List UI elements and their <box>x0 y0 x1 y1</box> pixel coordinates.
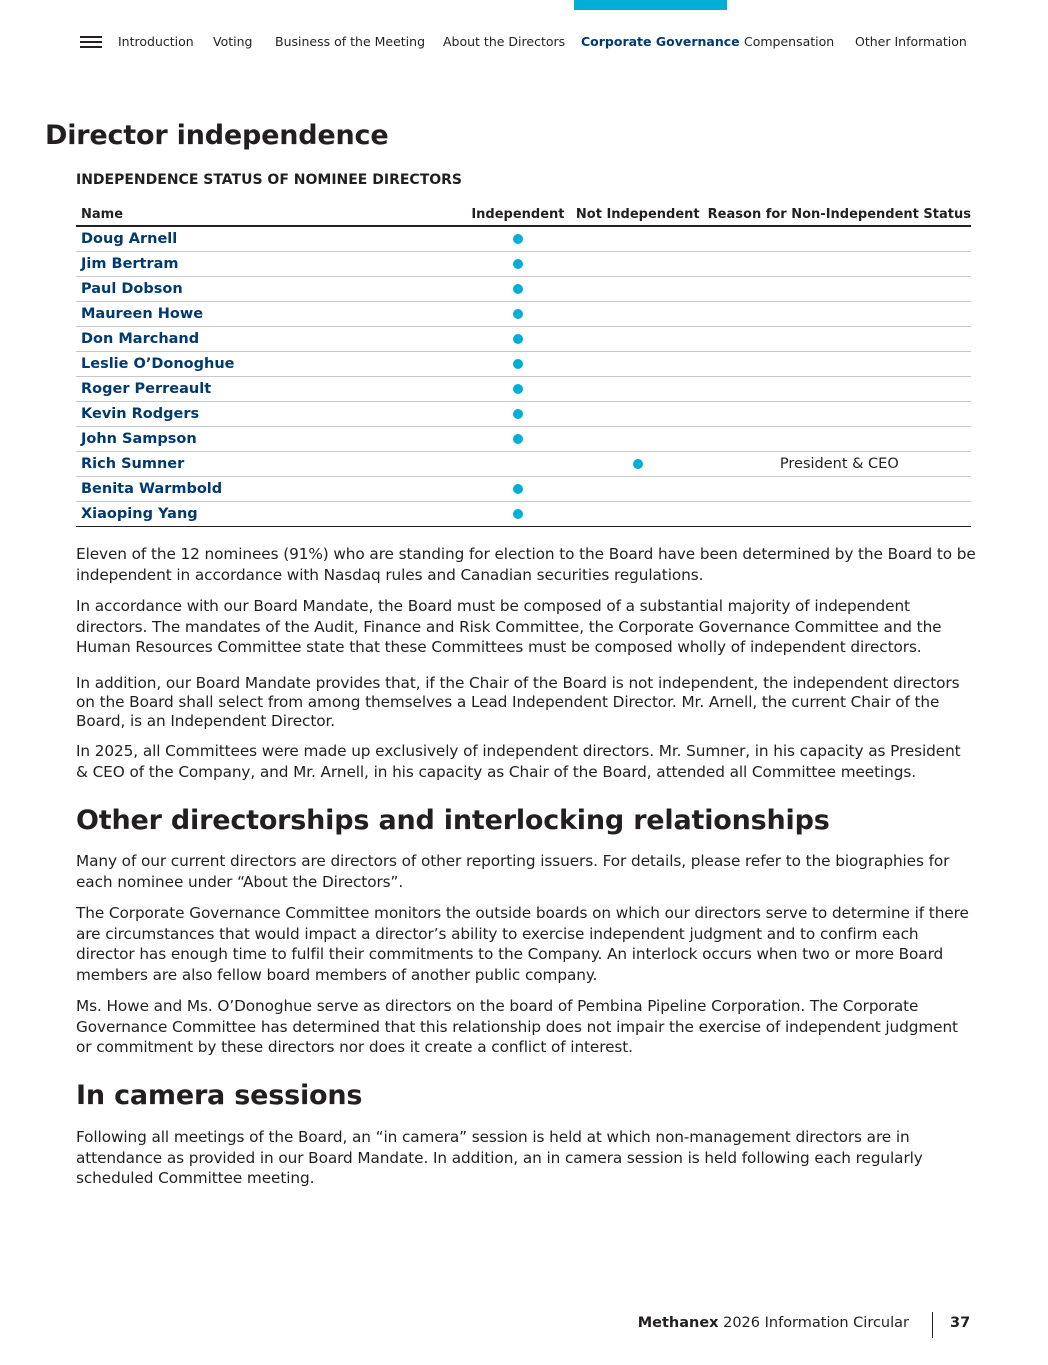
director-name: Doug Arnell <box>76 226 468 251</box>
nav-compensation[interactable]: Compensation <box>744 34 835 49</box>
status-dot-icon <box>513 334 523 344</box>
section-title-in-camera-sessions: In camera sessions <box>76 1080 363 1111</box>
nav-corporate-governance[interactable]: Corporate Governance <box>581 34 740 49</box>
independent-cell <box>468 301 568 326</box>
director-name: Leslie O’Donoghue <box>76 351 468 376</box>
director-name: John Sampson <box>76 426 468 451</box>
non-independence-reason <box>708 326 971 351</box>
paragraph-outside-boards: The Corporate Governance Committee monitors the outside boards on which our directors serve to determine if there are circumstances that would impact a director’s ability to exercise independent judgment and to confirm each director has enough time to fulfil their commitments to the Company. An interlock occurs when two or more Board members are also fellow board members of another public company. <box>76 904 969 984</box>
independent-cell <box>468 501 568 526</box>
hamburger-menu-icon[interactable] <box>80 36 102 50</box>
independent-cell <box>468 226 568 251</box>
not-independent-cell <box>568 451 708 476</box>
section-title-other-directorships: Other directorships and interlocking relationships <box>76 805 830 836</box>
independent-cell <box>468 451 568 476</box>
not-independent-cell <box>568 401 708 426</box>
not-independent-cell <box>568 226 708 251</box>
director-name: Roger Perreault <box>76 376 468 401</box>
table-row <box>76 276 971 301</box>
non-independence-reason <box>708 226 971 251</box>
not-independent-cell <box>568 326 708 351</box>
paragraph-lead-independent-director: In addition, our Board Mandate provides that, if the Chair of the Board is not independent, the independent directors on the Board shall select from among themselves a Lead Independent Director. Mr. Arnell, the current Chair of the Board, is an Independent Director. <box>76 674 960 730</box>
table-row <box>76 426 971 451</box>
nav-introduction[interactable]: Introduction <box>118 34 194 49</box>
nav-about-the-directors[interactable]: About the Directors <box>443 34 566 49</box>
status-dot-icon <box>633 459 643 469</box>
director-name: Rich Sumner <box>76 451 468 476</box>
section-title-director-independence: Director independence <box>45 120 389 151</box>
independent-cell <box>468 351 568 376</box>
footer-brand: Methanex <box>637 1315 719 1331</box>
nav-business-of-the-meeting[interactable]: Business of the Meeting <box>275 34 425 49</box>
nav-other-information[interactable]: Other Information <box>855 34 967 49</box>
status-dot-icon <box>513 384 523 394</box>
status-dot-icon <box>513 309 523 319</box>
status-dot-icon <box>513 284 523 294</box>
non-independence-reason <box>708 401 971 426</box>
paragraph-independence-summary: Eleven of the 12 nominees (91%) who are standing for election to the Board have been determined by the Board to be independent in accordance with Nasdaq rules and Canadian securities regulations. <box>76 545 976 584</box>
table-row <box>76 451 971 476</box>
status-dot-icon <box>513 434 523 444</box>
non-independence-reason <box>708 276 971 301</box>
director-name: Kevin Rodgers <box>76 401 468 426</box>
non-independence-reason <box>708 301 971 326</box>
page-number: 37 <box>950 1315 971 1331</box>
independent-cell <box>468 326 568 351</box>
paragraph-reporting-issuers: Many of our current directors are directors of other reporting issuers. For details, please refer to the biographies for each nominee under “About the Directors”. <box>76 852 950 891</box>
table-row <box>76 501 971 526</box>
independent-cell <box>468 251 568 276</box>
status-dot-icon <box>513 484 523 494</box>
paragraph-committee-composition: In 2025, all Committees were made up exclusively of independent directors. Mr. Sumner, in his capacity as President & CEO of the Company, and Mr. Arnell, in his capacity as Chair of the Board, attended all Committee meetings. <box>76 742 961 781</box>
independent-cell <box>468 401 568 426</box>
paragraph-board-mandate: In accordance with our Board Mandate, the Board must be composed of a substantial majority of independent directors. The mandates of the Audit, Finance and Risk Committee, the Corporate Governance Committee and the Human Resources Committee state that these Committees must be composed wholly of independent directors. <box>76 597 942 656</box>
not-independent-cell <box>568 501 708 526</box>
column-header-not-independent: Not Independent <box>568 204 708 226</box>
non-independence-reason <box>708 251 971 276</box>
footer-document-title <box>638 1315 909 1331</box>
not-independent-cell <box>568 376 708 401</box>
not-independent-cell <box>568 301 708 326</box>
column-header-independent: Independent <box>468 204 568 226</box>
not-independent-cell <box>568 251 708 276</box>
not-independent-cell <box>568 476 708 501</box>
table-row <box>76 351 971 376</box>
not-independent-cell <box>568 426 708 451</box>
director-name: Maureen Howe <box>76 301 468 326</box>
status-dot-icon <box>513 234 523 244</box>
table-caption: INDEPENDENCE STATUS OF NOMINEE DIRECTORS <box>76 172 463 188</box>
director-name: Jim Bertram <box>76 251 468 276</box>
table-row <box>76 476 971 501</box>
table-row <box>76 326 971 351</box>
not-independent-cell <box>568 351 708 376</box>
table-row <box>76 376 971 401</box>
non-independence-reason <box>708 476 971 501</box>
table-header-row <box>76 204 971 226</box>
table-body <box>76 226 971 526</box>
table-row <box>76 226 971 251</box>
status-dot-icon <box>513 359 523 369</box>
table-row <box>76 251 971 276</box>
status-dot-icon <box>513 509 523 519</box>
non-independence-reason <box>708 501 971 526</box>
director-name: Xiaoping Yang <box>76 501 468 526</box>
page-footer <box>0 1312 1048 1340</box>
footer-divider <box>932 1312 933 1338</box>
status-dot-icon <box>513 259 523 269</box>
director-name: Don Marchand <box>76 326 468 351</box>
nav-voting[interactable]: Voting <box>213 34 253 49</box>
column-header-name: Name <box>76 204 468 226</box>
director-name: Paul Dobson <box>76 276 468 301</box>
paragraph-pembina-interlock: Ms. Howe and Ms. O’Donoghue serve as directors on the board of Pembina Pipeline Corporation. The Corporate Governance Committee has determined that this relationship does not impair the exercise of independent judgment or commitment by these directors nor does it create a conflict of interest. <box>76 997 958 1056</box>
non-independence-reason <box>708 351 971 376</box>
footer-doc-name: 2026 Information Circular <box>718 1315 909 1331</box>
not-independent-cell <box>568 276 708 301</box>
independent-cell <box>468 426 568 451</box>
non-independence-reason: President & CEO <box>708 451 971 476</box>
table-row <box>76 401 971 426</box>
independence-table <box>76 204 971 527</box>
independent-cell <box>468 376 568 401</box>
non-independence-reason <box>708 426 971 451</box>
non-independence-reason <box>708 376 971 401</box>
column-header-reason: Reason for Non-Independent Status <box>708 204 971 226</box>
status-dot-icon <box>513 409 523 419</box>
table-row <box>76 301 971 326</box>
paragraph-in-camera: Following all meetings of the Board, an “in camera” session is held at which non-management directors are in attendance as provided in our Board Mandate. In addition, an in camera session is held following each regularly scheduled Committee meeting. <box>76 1128 923 1187</box>
independent-cell <box>468 276 568 301</box>
independent-cell <box>468 476 568 501</box>
active-section-indicator <box>574 0 727 10</box>
director-name: Benita Warmbold <box>76 476 468 501</box>
